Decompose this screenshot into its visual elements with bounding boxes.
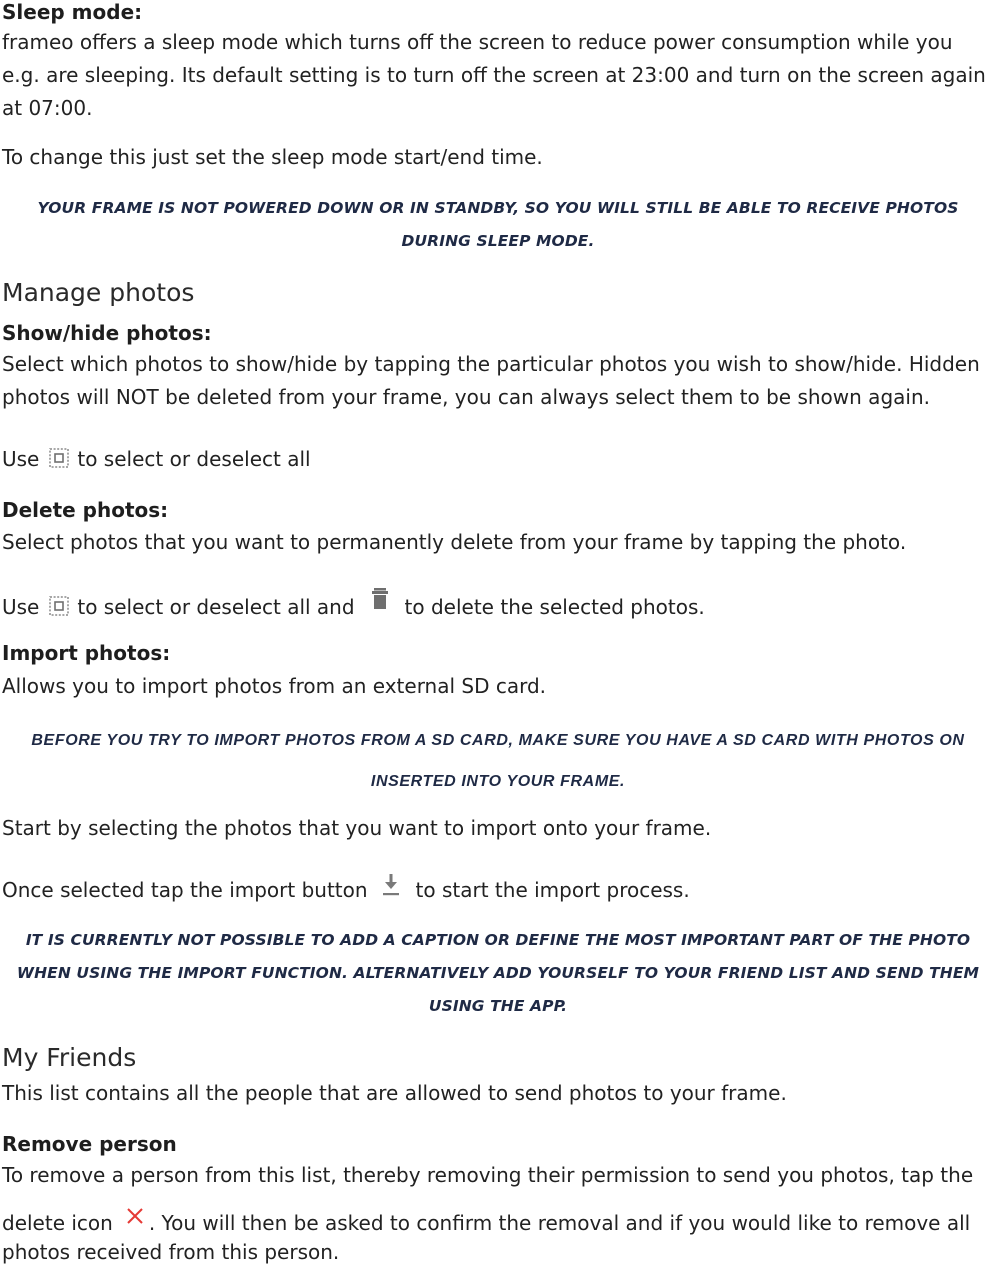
import-download-icon [380, 873, 402, 899]
select-all-line [2, 443, 994, 476]
delete-use-end-text: to delete the selected photos. [404, 595, 705, 619]
show-hide-paragraph: Select which photos to show/hide by tapping the particular photos you wish to show/hide. Hidden photos will NOT be deleted from your frame, you can always select them to be shown again. [2, 352, 980, 409]
close-x-icon [125, 1203, 145, 1223]
sleep-mode-instruction: To change this just set the sleep mode start/end time. [2, 145, 543, 169]
show-hide-heading: Show/hide photos: [2, 321, 212, 345]
delete-use-mid-text: to select or deselect all and [77, 595, 355, 619]
use-label: Use [2, 447, 40, 471]
remove-person-heading: Remove person [2, 1132, 177, 1156]
my-friends-heading: My Friends [2, 1043, 137, 1072]
import-note-2: IT IS CURRENTLY NOT POSSIBLE TO ADD A CAPTION OR DEFINE THE MOST IMPORTANT PART OF THE PHOTO WHEN USING THE IMPORT FUNCTION. ALTERNATIVELY ADD YOURSELF TO YOUR FRIEND LIST AND SEND THEM USING THE APP. [16, 931, 980, 1015]
delete-use-line [2, 586, 994, 624]
import-once-end-text: to start the import process. [415, 878, 690, 902]
import-button-line [2, 873, 994, 907]
sleep-mode-paragraph: frameo offers a sleep mode which turns off the screen to reduce power consumption while you e.g. are sleeping. Its default setting is to turn off the screen at 23:00 and turn on the screen again at 07:00. [2, 30, 986, 120]
import-photos-paragraph: Allows you to import photos from an external SD card. [2, 674, 547, 698]
remove-person-line-1: To remove a person from this list, thereby removing their permission to send you photos, tap the [2, 1163, 974, 1187]
sleep-mode-heading: Sleep mode: [2, 0, 143, 24]
delete-photos-paragraph: Select photos that you want to permanently delete from your frame by tapping the photo. [2, 530, 907, 554]
select-all-icon [49, 593, 69, 613]
trash-icon [369, 586, 391, 612]
use-label-2: Use [2, 595, 40, 619]
select-all-icon [49, 445, 69, 465]
import-once-text: Once selected tap the import button [2, 878, 368, 902]
remove-delete-icon-text: delete icon [2, 1211, 113, 1235]
remove-person-line-3: photos received from this person. [2, 1240, 340, 1264]
manage-photos-heading: Manage photos [2, 278, 195, 307]
import-start-paragraph: Start by selecting the photos that you want to import onto your frame. [2, 816, 712, 840]
my-friends-paragraph: This list contains all the people that are allowed to send photos to your frame. [2, 1081, 787, 1105]
import-note: BEFORE YOU TRY TO IMPORT PHOTOS FROM A SD CARD, MAKE SURE YOU HAVE A SD CARD WITH PHOTOS ON INSERTED INTO YOUR FRAME. [31, 732, 965, 790]
sleep-mode-note: YOUR FRAME IS NOT POWERED DOWN OR IN STANDBY, SO YOU WILL STILL BE ABLE TO RECEIVE PHOTOS DURING SLEEP MODE. [37, 199, 959, 250]
import-photos-heading: Import photos: [2, 641, 171, 665]
remove-confirm-text: . You will then be asked to confirm the removal and if you would like to remove all [148, 1211, 971, 1235]
remove-person-line-2 [2, 1203, 994, 1240]
delete-photos-heading: Delete photos: [2, 498, 169, 522]
select-all-text: to select or deselect all [77, 447, 311, 471]
